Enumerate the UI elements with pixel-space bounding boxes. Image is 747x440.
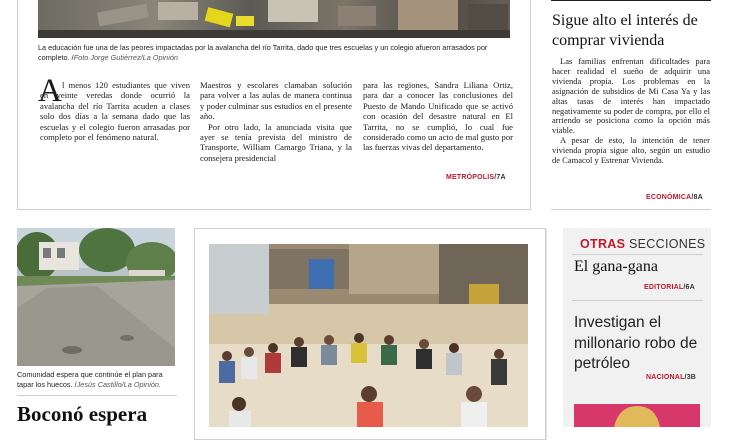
street-photo [17, 228, 175, 366]
top-story-column-3 [363, 80, 513, 153]
housing-bottom-rule [551, 209, 711, 210]
housing-paragraph-2: A pesar de esto, la intención de tener vivienda propia sigue alto, según un estudio de Camacol y Estrenar Vivienda. [552, 135, 710, 166]
col2-paragraph-2: Por otro lado, la anunciada visita que ayer se tenía prevista del ministro de Transporte, William Camargo Triana, y la consejera presidencial [200, 121, 352, 163]
top-story-bottom-border [17, 209, 531, 210]
top-story-right-border [530, 0, 531, 210]
school-debris-photo [38, 0, 510, 38]
otras-title-rule [572, 254, 703, 255]
caption-text: La educación fue una de las peores impactadas por la avalancha del río Tarrita, dado que tres escuelas y un colegio afueron arrasados por completo. [38, 43, 488, 62]
ref-page: /3B [684, 374, 697, 381]
top-story-column-1 [40, 80, 190, 142]
bocono-rule [17, 395, 177, 396]
ref-section: ECONÓMICA [646, 194, 692, 201]
top-story-column-2 [200, 80, 352, 163]
title-accent: OTRAS [580, 237, 626, 251]
item1-page-ref[interactable] [644, 284, 695, 291]
ref-section: NACIONAL [646, 374, 685, 381]
col2-paragraph-1: Maestros y escolares clamaban solución para volver a las aulas de manera continua y poder culminar sus estudios en el presente año. [200, 80, 352, 122]
drop-cap: A [38, 73, 62, 109]
top-story-page-ref[interactable] [446, 174, 506, 181]
ref-section: METRÓPOLIS [446, 174, 495, 181]
portrait-photo [574, 404, 700, 427]
bocono-headline[interactable]: Boconó espera [17, 402, 148, 426]
top-story-left-border [17, 0, 18, 210]
housing-paragraph-1: Las familias enfrentan dificultades para hacer realidad el sueño de adquirir una vivienda propia. Los problemas en la asignación de subsidios de Mi Casa Ya y las altas tasas de interés han impactado negativamente su poder de compra, por ello el arriendo se posiciona como la opción más viable. [552, 56, 710, 136]
caption-text: Comunidad espera que continúe el plan para tapar los huecos. [17, 370, 163, 389]
top-photo-caption: La educación fue una de las peores impactadas por la avalancha del río Tarrita, dado que tres escuelas y un colegio afueron arrasados por completo. /Foto Jorge Gutiérrez/La Opinión [38, 43, 488, 62]
otras-secciones-title [580, 237, 705, 251]
housing-headline[interactable]: Sigue alto el interés de comprar vivienda [552, 12, 698, 49]
housing-top-rule [551, 0, 711, 1]
item1-title[interactable]: El gana-gana [574, 258, 658, 275]
photo-credit: Jesús Castillo/La Opinión. [76, 379, 162, 389]
housing-body [552, 57, 710, 166]
street-photo-caption: Comunidad espera que continúe el plan para tapar los huecos. /Jesús Castillo/La Opinión. [17, 370, 163, 389]
ref-page: /6A [683, 284, 695, 291]
col1-text: l menos 120 estudiantes que viven en veinte veredas donde ocurrió la avalancha del río Tarrita acuden a clases solo dos días a la semana dado que las escuelas y el colegio fueron arrasadas por completo por el fenómeno natural. [40, 80, 190, 143]
otras-item-rule [572, 300, 703, 301]
housing-page-ref[interactable] [646, 194, 703, 201]
title-rest: SECCIONES [625, 237, 706, 251]
photo-credit: Foto Jorge Gutiérrez/La Opinión [73, 52, 178, 62]
item2-page-ref[interactable] [646, 374, 696, 381]
community-meeting-photo [209, 244, 528, 427]
ref-page: /7A [494, 174, 506, 181]
item2-title[interactable]: Investigan el millonario robo de petróleo [574, 314, 698, 372]
ref-page: /8A [691, 194, 703, 201]
col3-text: para las regiones, Sandra Liliana Ortiz, para dar a conocer las conclusiones del Puesto de Mando Unificado que se activó con ocasión del desastre natural en El Tarrita, no se cumplió, lo cual fue considerado como un acto de mal gusto por las fuerzas vivas del departamento. [363, 80, 513, 153]
ref-section: EDITORIAL [644, 284, 684, 291]
